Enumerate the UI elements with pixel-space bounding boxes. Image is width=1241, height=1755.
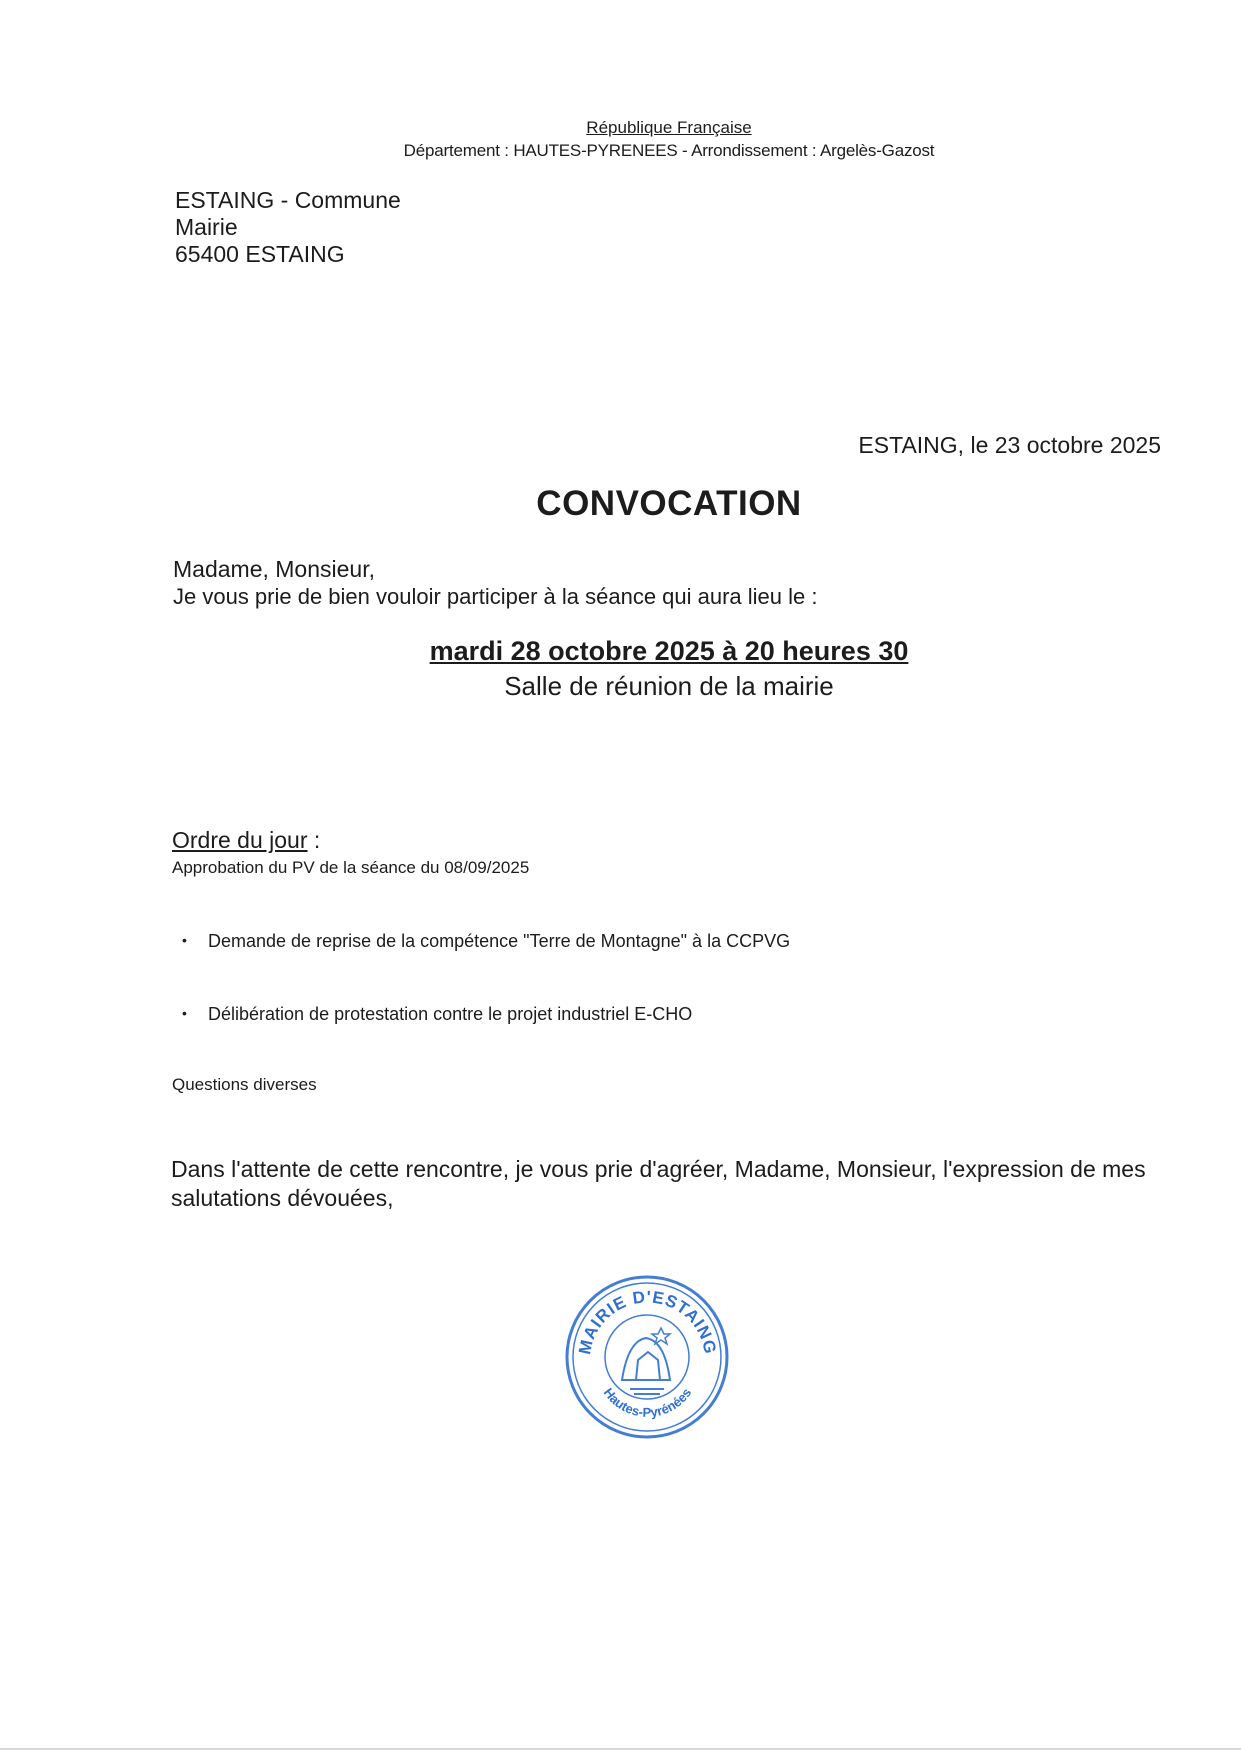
stamp-bottom-path: Hautes-Pyrénées — [600, 1385, 695, 1420]
stamp-top-path: MAIRIE D'ESTAING — [575, 1287, 720, 1357]
stamp-center-ring — [605, 1315, 689, 1399]
stamp-bottom-text — [601, 1385, 695, 1420]
sender-address — [175, 187, 401, 268]
page-bottom-rule — [0, 1748, 1241, 1750]
salutation: Madame, Monsieur, — [173, 556, 375, 582]
intro-text: Je vous prie de bien vouloir participer à la séance qui aura lieu le : — [173, 584, 818, 609]
closing-paragraph — [171, 1155, 1146, 1213]
bullet-icon: • — [182, 932, 187, 948]
department-line: Département : HAUTES-PYRENEES - Arrondissement : Argelès-Gazost — [403, 141, 935, 160]
agenda-item-approval: Approbation du PV de la séance du 08/09/2025 — [172, 858, 530, 877]
stamp-emblem-base — [630, 1389, 664, 1394]
stamp-emblem-shape — [622, 1338, 670, 1380]
date-place: ESTAING, le 23 octobre 2025 — [858, 432, 1161, 458]
sender-line-postcode: 65400 ESTAING — [175, 241, 345, 267]
sender-line-mairie: Mairie — [175, 214, 238, 240]
stamp-emblem-figure — [636, 1352, 660, 1380]
agenda-heading-label: Ordre du jour — [172, 827, 308, 853]
agenda-bullet-item — [182, 1004, 692, 1025]
mairie-stamp — [560, 1268, 735, 1443]
agenda-bullet-item — [182, 931, 790, 952]
agenda-bullet-text: Demande de reprise de la compétence "Terre de Montagne" à la CCPVG — [208, 931, 791, 951]
closing-line-1: Dans l'attente de cette rencontre, je vous prie d'agréer, Madame, Monsieur, l'expression de mes — [171, 1156, 1146, 1182]
stamp-top-text — [575, 1287, 720, 1356]
meeting-place: Salle de réunion de la mairie — [504, 671, 834, 701]
closing-line-2: salutations dévouées, — [171, 1185, 394, 1211]
sender-line-commune: ESTAING - Commune — [175, 187, 401, 213]
agenda-heading — [172, 827, 320, 854]
republic-heading: République Française — [586, 118, 752, 137]
stamp-icon — [560, 1268, 735, 1443]
agenda-item-questions: Questions diverses — [172, 1075, 317, 1094]
meeting-date: mardi 28 octobre 2025 à 20 heures 30 — [429, 636, 909, 666]
agenda-bullet-text: Délibération de protestation contre le projet industriel E-CHO — [208, 1004, 693, 1024]
bullet-icon: • — [182, 1005, 187, 1021]
agenda-heading-colon: : — [307, 827, 321, 853]
document-title: CONVOCATION — [536, 484, 802, 523]
